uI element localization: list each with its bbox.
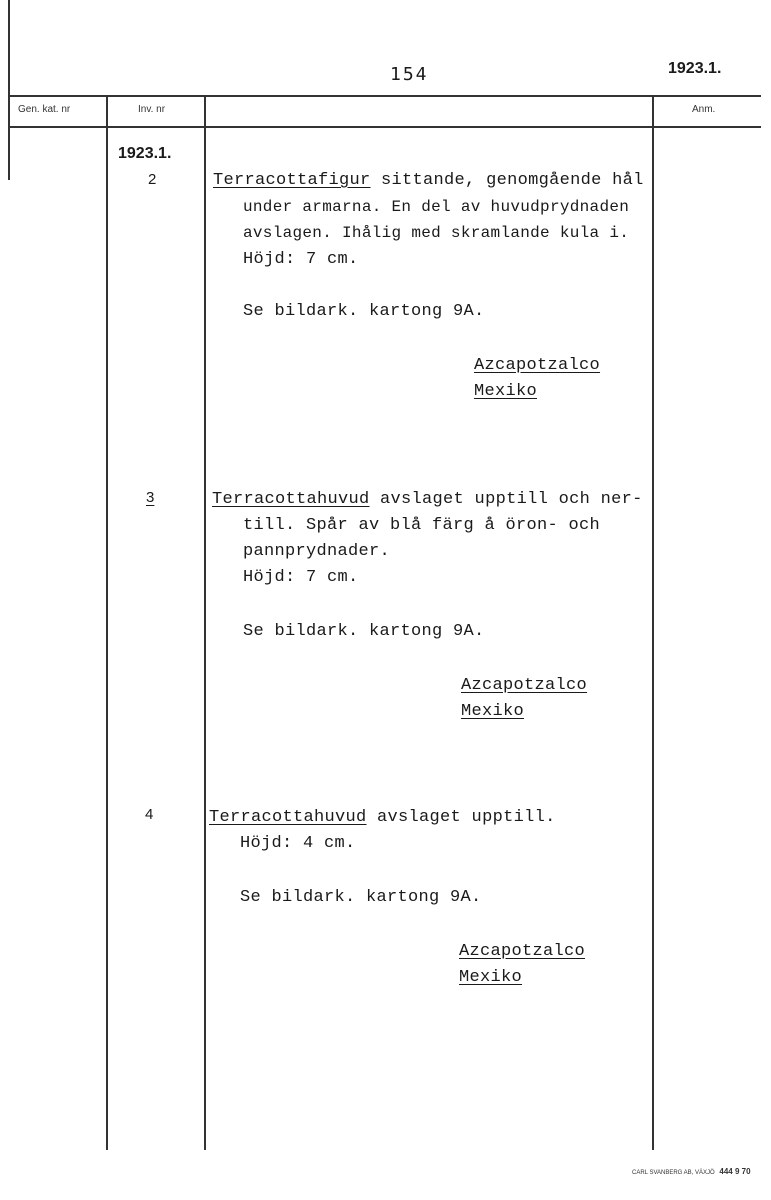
entry-title-line bbox=[213, 171, 644, 190]
entry-text-line: sittande, genomgående hål bbox=[381, 171, 644, 190]
footer-printer: CARL SVANBERG AB, VÄXJÖ bbox=[632, 1170, 715, 1176]
entry-text-line: till. Spår av blå färg å öron- och bbox=[243, 516, 601, 535]
entry-country: Mexiko bbox=[461, 702, 525, 721]
entry-place: Azcapotzalco bbox=[459, 942, 586, 961]
header-bottom-rule bbox=[8, 126, 761, 128]
entry-text-line: Höjd: 7 cm. bbox=[243, 250, 359, 269]
header-top-rule bbox=[8, 95, 761, 97]
entry-text-line: Höjd: 7 cm. bbox=[243, 568, 359, 587]
entry-title: Terracottahuvud bbox=[212, 490, 370, 509]
entry-title: Terracottahuvud bbox=[209, 808, 367, 827]
entry-title-line bbox=[209, 808, 556, 827]
column-header-inv-nr: Inv. nr bbox=[138, 104, 166, 115]
entry-place: Azcapotzalco bbox=[461, 676, 588, 695]
entry-title: Terracottafigur bbox=[213, 171, 371, 190]
entry-country: Mexiko bbox=[474, 382, 538, 401]
entry-reference: Se bildark. kartong 9A. bbox=[243, 302, 485, 321]
column-divider-1 bbox=[106, 95, 108, 1150]
catalog-reference: 1923.1. bbox=[668, 60, 722, 77]
entry-title-line bbox=[212, 490, 643, 509]
entry-text-line: avslaget upptill och ner- bbox=[380, 490, 643, 509]
inv-number: 4 bbox=[145, 806, 154, 823]
catalog-prefix: 1923.1. bbox=[118, 145, 172, 162]
footer-form-number: 444 9 70 bbox=[719, 1167, 751, 1176]
inv-number: 2 bbox=[148, 171, 157, 188]
entry-text-line: pannprydnader. bbox=[243, 542, 391, 561]
entry-text-line: Höjd: 4 cm. bbox=[240, 834, 356, 853]
entry-country: Mexiko bbox=[459, 968, 523, 987]
inv-number: 3 bbox=[146, 489, 155, 506]
entry-text-line: avslagen. Ihålig med skramlande kula i. bbox=[243, 224, 630, 242]
entry-reference: Se bildark. kartong 9A. bbox=[243, 622, 485, 641]
column-header-gen-kat-nr: Gen. kat. nr bbox=[18, 104, 71, 115]
column-divider-3 bbox=[652, 95, 654, 1150]
left-margin-line bbox=[8, 0, 10, 180]
entry-text-line: avslaget upptill. bbox=[377, 808, 556, 827]
column-header-anm: Anm. bbox=[692, 104, 716, 115]
entry-reference: Se bildark. kartong 9A. bbox=[240, 888, 482, 907]
page-number: 154 bbox=[390, 64, 429, 85]
entry-text-line: under armarna. En del av huvudprydnaden bbox=[243, 198, 630, 216]
entry-place: Azcapotzalco bbox=[474, 356, 601, 375]
column-divider-2 bbox=[204, 95, 206, 1150]
footer-form-info bbox=[632, 1167, 751, 1176]
